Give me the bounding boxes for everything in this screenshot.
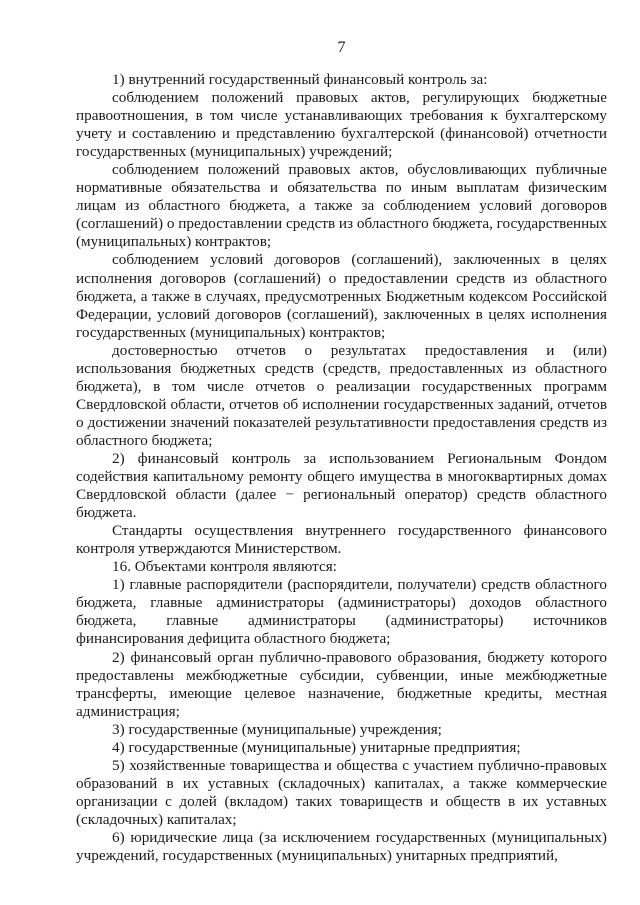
paragraph-1: 1) внутренний государственный финансовый контроль за: <box>112 71 488 88</box>
paragraph-8: 16. Объектами контроля являются: <box>112 558 337 576</box>
paragraph-14: 6) юридические лица (за исключением государственных (муниципальных) учреждений, государственных (муниципальных) унитарных предприятий, <box>76 828 607 865</box>
page-number: 7 <box>337 39 346 56</box>
paragraph-12: 4) государственные (муниципальные) унитарные предприятия; <box>112 738 521 756</box>
paragraph-5: достоверностью отчетов о результатах предоставления и (или) использования бюджетных средств (средств, предоставленных из областного бюджета), в том числе отчетов о реализации государственных программ Свердловской области, отчетов об исполнении государственных заданий, отчетов о достижении значений показателей результативности предоставления средств из областного бюджета; <box>76 341 607 449</box>
paragraph-10: 2) финансовый орган публично-правового образования, бюджету которого предоставлены межбюджетные субсидии, субвенции, иные межбюджетные трансферты, имеющие целевое назначение, бюджетные кредиты, местная администрация; <box>76 648 607 720</box>
document-page <box>76 0 607 905</box>
document-body <box>76 71 607 865</box>
paragraph-2: соблюдением положений правовых актов, регулирующих бюджетные правоотношения, в том числе устанавливающих требования к бухгалтерскому учету и составлению и представлению бухгалтерской (финансовой) отчетности государственных (муниципальных) учреждений; <box>76 89 607 161</box>
paragraph-6: 2) финансовый контроль за использованием Региональным Фондом содействия капитальному ремонту общего имущества в многоквартирных домах Свердловской области (далее − региональный оператор) средств областного бюджета. <box>76 449 607 522</box>
paragraph-4: соблюдением условий договоров (соглашений), заключенных в целях исполнения договоров (соглашений) о предоставлении средств из областного бюджета, а также в случаях, предусмотренных Бюджетным кодексом Российской Федерации, условий договоров (соглашений), заключенных в целях исполнения государственных (муниципальных) контрактов; <box>76 251 607 341</box>
paragraph-7: Стандарты осуществления внутреннего государственного финансового контроля утверждаются Министерством. <box>76 522 607 558</box>
paragraph-13: 5) хозяйственные товарищества и общества с участием публично-правовых образований в их уставных (складочных) капиталах, а также коммерческие организации с долей (вкладом) таких товариществ и обществ в их уставных (складочных) капиталах; <box>76 756 607 828</box>
paragraph-3: соблюдением положений правовых актов, обусловливающих публичные нормативные обязательства и обязательства по иным выплатам физическим лицам из областного бюджета, а также за соблюдением условий договоров (соглашений) о предоставлении средств из областного бюджета, государственных (муниципальных) контрактов; <box>76 161 607 251</box>
paragraph-9: 1) главные распорядители (распорядители, получатели) средств областного бюджета, главные администраторы (администраторы) доходов областного бюджета, главные администраторы (администраторы) источников финансирования дефицита областного бюджета; <box>76 576 607 648</box>
paragraph-11: 3) государственные (муниципальные) учреждения; <box>112 720 442 738</box>
